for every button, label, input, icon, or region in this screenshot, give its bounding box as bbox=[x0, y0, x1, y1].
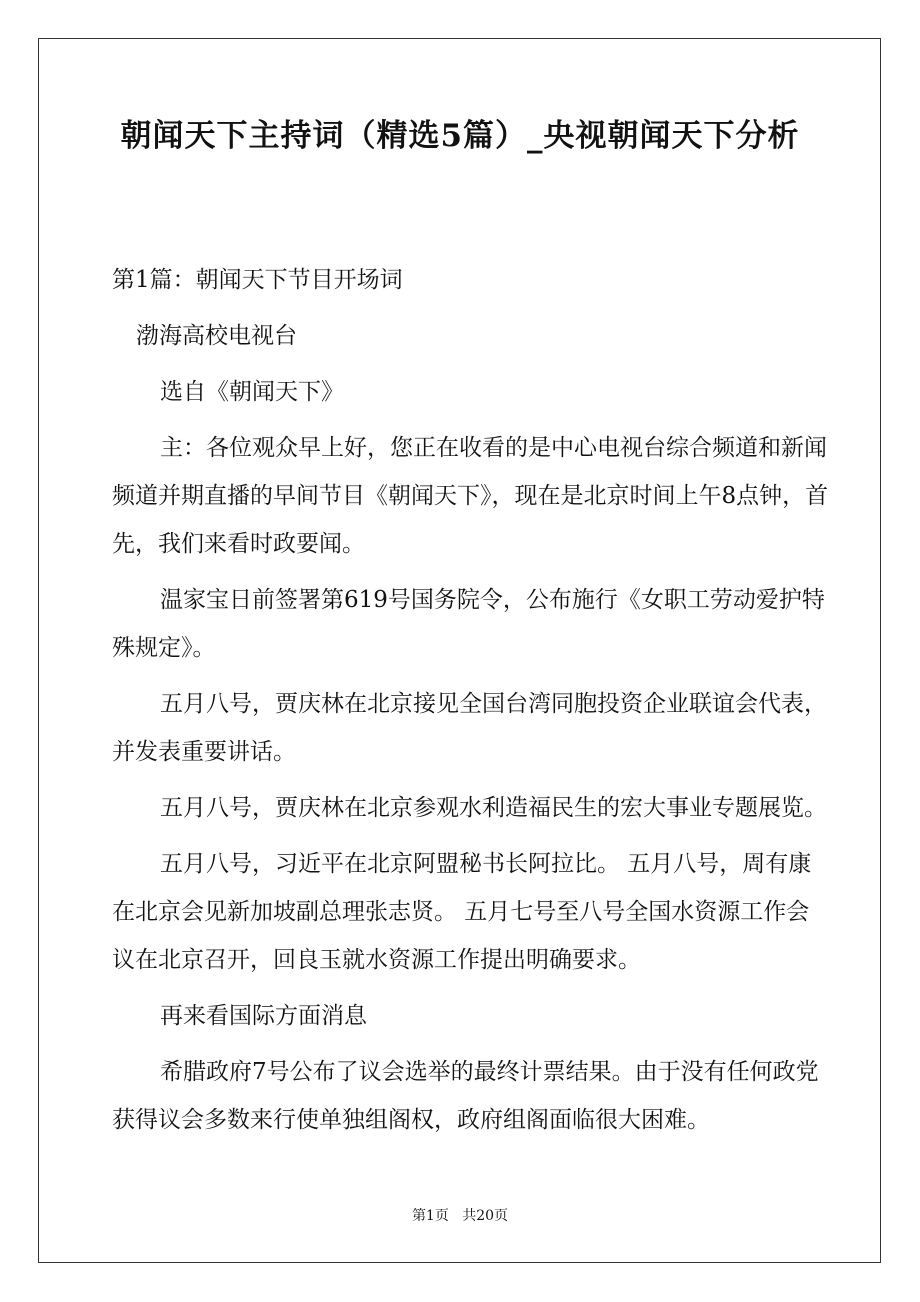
body-paragraph: 五月八号，贾庆林在北京参观水利造福民生的宏大事业专题展览。 bbox=[160, 795, 827, 821]
source-line: 选自《朝闻天下》 bbox=[160, 379, 344, 405]
document-body bbox=[112, 256, 830, 1152]
source-line: 渤海高校电视台 bbox=[136, 323, 297, 349]
document-title: 朝闻天下主持词（精选5篇）_央视朝闻天下分析 bbox=[120, 118, 800, 154]
body-paragraph: 主：各位观众早上好，您正在收看的是中心电视台综合频道和新闻频道并期直播的早间节目《朝闻天下》，现在是北京时间上午8点钟，首先，我们来看时政要闻。 bbox=[112, 435, 829, 557]
body-paragraph: 五月八号，习近平在北京阿盟秘书长阿拉比。 五月八号，周有康在北京会见新加坡副总理张志贤。 五月七号至八号全国水资源工作会议在北京召开，回良玉就水资源工作提出明确要求。 bbox=[112, 851, 812, 973]
body-paragraph: 再来看国际方面消息 bbox=[160, 1003, 367, 1029]
page-number: 第1页 bbox=[411, 1208, 449, 1224]
page-footer bbox=[0, 1206, 920, 1226]
body-paragraph: 五月八号，贾庆林在北京接见全国台湾同胞投资企业联谊会代表，并发表重要讲话。 bbox=[112, 691, 827, 765]
body-paragraph: 希腊政府7号公布了议会选举的最终计票结果。由于没有任何政党获得议会多数来行使单独组阁权，政府组阁面临很大困难。 bbox=[112, 1059, 819, 1133]
section-heading: 第1篇：朝闻天下节目开场词 bbox=[112, 267, 403, 293]
body-paragraph: 温家宝日前签署第619号国务院令，公布施行《女职工劳动爱护特殊规定》。 bbox=[112, 587, 825, 661]
page-total: 共20页 bbox=[462, 1208, 509, 1224]
